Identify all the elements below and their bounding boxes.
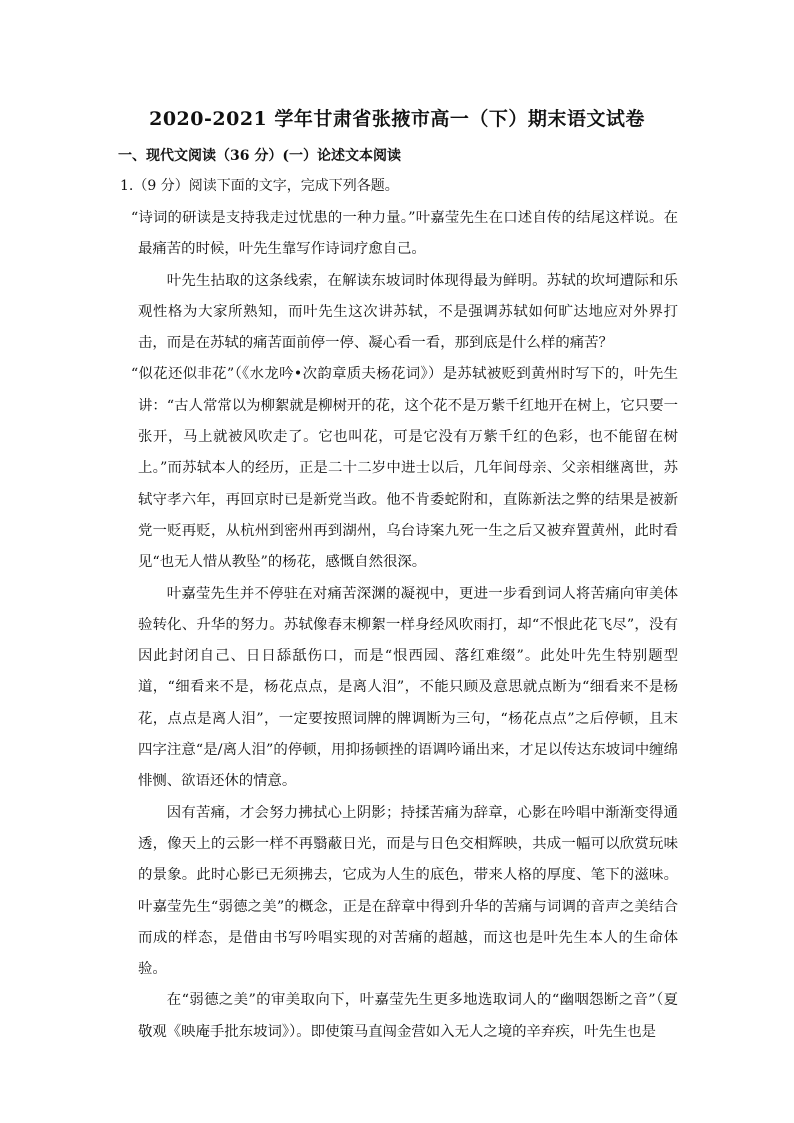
paragraph-2: 叶先生拈取的这条线索，在解读东坡词时体现得最为鲜明。苏轼的坎坷遭际和乐观性格为大家所熟知，而叶先生这次讲苏轼，不是强调苏轼如何旷达地应对外界打击，而是在苏轼的痛苦面前停一停、凝心看一看，那到底是什么样的痛苦？: [138, 272, 678, 352]
paragraph-1: “诗词的研读是支持我走过忧患的一种力量。”叶嘉莹先生在口述自传的结尾这样说。在最痛苦的时候，叶先生靠写作诗词疗愈自己。: [130, 210, 678, 258]
paragraph-6: 在“弱德之美”的审美取向下，叶嘉莹先生更多地选取词人的“幽咽怨断之音”（夏敬观《映庵手批东坡词》）。即使策马直闯金营如入无人之境的辛弃疾，叶先生也是: [138, 992, 678, 1040]
paragraph-3: “似花还似非花”（《水龙吟•次韵章质夫杨花词》）是苏轼被贬到黄州时写下的，叶先生讲：“古人常常以为柳絮就是柳树开的花，这个花不是万紫千红地开在树上，它只要一张开，马上就被风吹走了。它也叫花，可是它没有万紫千红的色彩，也不能留在树上。”而苏轼本人的经历，正是二十二岁中进士以后，几年间母亲、父亲相继离世，苏轼守孝六年，再回京时已是新党当政。他不肯委蛇附和，直陈新法之弊的结果是被新党一贬再贬，从杭州到密州再到湖州，乌台诗案九死一生之后又被弃置黄州，此时看见“也无人惜从教坠”的杨花，感慨自然很深。: [130, 366, 678, 571]
question-label: 1.（9 分）阅读下面的文字，完成下列各题。: [120, 178, 399, 194]
passage: [130, 203, 678, 1048]
paragraph-4: 叶嘉莹先生并不停驻在对痛苦深渊的凝视中，更进一步看到词人将苦痛向审美体验转化、升华的努力。苏轼像春末柳絮一样身经风吹雨打，却“不恨此花飞尽”，没有因此封闭自己、日日舔舐伤口，而是“恨西园、落红难缀”。此处叶先生特别题型道，“细看来不是，杨花点点，是离人泪”，不能只顾及意思就点断为“细看来不是杨花，点点是离人泪”，一定要按照词牌的牌调断为三句，“杨花点点”之后停顿，且末四字注意“是/离人泪”的停顿，用抑扬顿挫的语调吟诵出来，才足以传达东坡词中缠绵悱恻、欲语还休的情意。: [138, 585, 678, 790]
paragraph-5: 因有苦痛，才会努力拂拭心上阴影；持揉苦痛为辞章，心影在吟唱中渐渐变得通透，像天上的云影一样不再翳蔽日光，而是与日色交相辉映，共成一幅可以欣赏玩味的景象。此时心影已无须拂去，它成为人生的底色，带来人格的厚度、笔下的滋味。叶嘉莹先生“弱德之美”的概念，正是在辞章中得到升华的苦痛与词调的音声之美结合而成的样态，是借由书写吟唱实现的对苦痛的超越，而这也是叶先生本人的生命体验。: [138, 804, 678, 978]
document-title: 2020-2021 学年甘肃省张掖市高一（下）期末语文试卷: [149, 108, 645, 130]
section-heading: 一、现代文阅读（36 分）(一）论述文本阅读: [118, 148, 401, 164]
